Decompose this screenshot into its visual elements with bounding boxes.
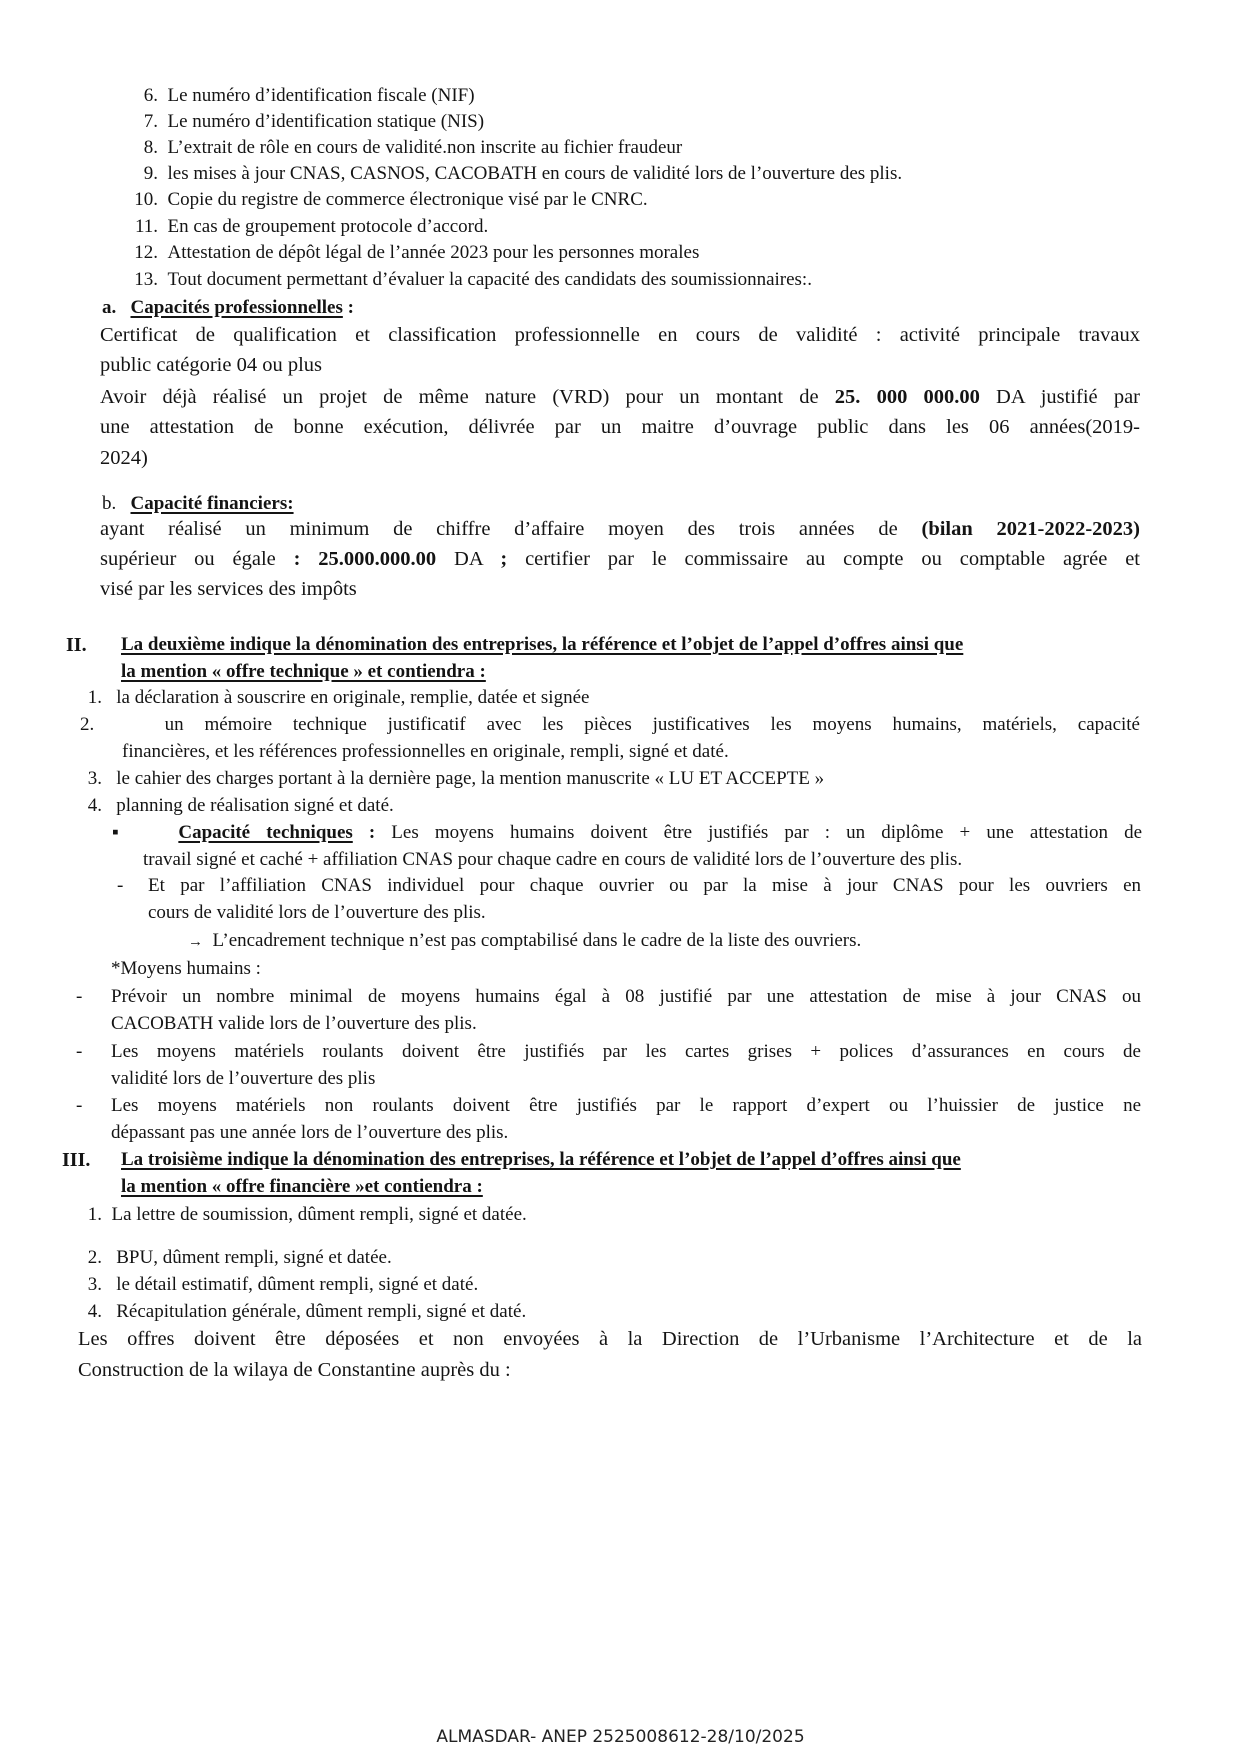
item-text: La lettre de soumission, dûment rempli, signé et datée. <box>111 1204 527 1225</box>
item-text: planning de réalisation signé et daté. <box>116 795 394 816</box>
list-item <box>132 215 488 239</box>
list-item <box>132 268 812 292</box>
section-numeral: III. <box>62 1149 91 1171</box>
paragraph-line: cours de validité lors de l’ouverture des plis. <box>148 902 486 923</box>
list-item <box>132 136 682 160</box>
paragraph-line: public catégorie 04 ou plus <box>100 354 323 376</box>
item-text: le détail estimatif, dûment rempli, signé et daté. <box>116 1274 479 1295</box>
item-number: 9. <box>143 163 158 184</box>
item-number: 13. <box>134 269 158 290</box>
dash-bullet-icon: - <box>117 875 124 896</box>
item-text: Récapitulation générale, dûment rempli, signé et daté. <box>116 1301 527 1322</box>
moyens-humains-label: *Moyens humains : <box>111 958 261 979</box>
text-run: supérieur ou égale <box>100 548 294 570</box>
bilan-years: (bilan 2021-2022-2023) <box>921 518 1140 540</box>
list-item <box>80 1203 527 1227</box>
text-run: Les moyens humains doivent être justifiés par : un diplôme + une attestation de <box>375 822 1142 843</box>
item-number: 7. <box>143 111 158 132</box>
item-number: 6. <box>143 85 158 106</box>
item-number: 11. <box>134 216 158 237</box>
list-item <box>80 1246 392 1270</box>
item-text: En cas de groupement protocole d’accord. <box>167 216 489 237</box>
item-text: un mémoire technique justificatif avec les pièces justificatives les moyens humains, matériels, capacité <box>164 714 1140 735</box>
title-suffix: : <box>352 822 376 843</box>
paragraph-line <box>100 385 1140 409</box>
item-number: 3. <box>87 1274 102 1295</box>
text-run: certifier par le commissaire au compte ou comptable agrée et <box>507 548 1140 570</box>
text-run: Avoir déjà réalisé un projet de même nature (VRD) pour un montant de <box>100 386 835 408</box>
list-item <box>80 686 589 710</box>
title-suffix: : <box>342 297 354 318</box>
item-text: Tout document permettant d’évaluer la capacité des candidats des soumissionnaires:. <box>167 269 812 290</box>
dash-bullet-icon: - <box>76 1041 83 1062</box>
paragraph-line <box>100 517 1140 541</box>
item-text: Copie du registre de commerce électronique visé par le CNRC. <box>167 189 648 210</box>
subsection-title: Capacités professionnelles <box>130 297 343 318</box>
paragraph-line: 2024) <box>100 447 148 469</box>
footer-reference: ALMASDAR- ANEP 2525008612-28/10/2025 <box>436 1727 805 1747</box>
amount-value: : 25.000.000.00 <box>293 548 437 570</box>
item-number: 2. <box>80 714 95 735</box>
item-text: les mises à jour CNAS, CASNOS, CACOBATH en cours de validité lors de l’ouverture des plis. <box>167 163 903 184</box>
item-number: 12. <box>134 242 158 263</box>
list-item <box>132 84 475 108</box>
technical-capacity-title: Capacité techniques <box>178 822 353 843</box>
subsection-letter: a. <box>102 297 117 318</box>
paragraph-line: CACOBATH valide lors de l’ouverture des plis. <box>111 1013 477 1034</box>
list-item <box>132 110 484 134</box>
item-number: 1. <box>87 687 102 708</box>
paragraph-line <box>100 547 1140 571</box>
note-text: L’encadrement technique n’est pas comptabilisé dans le cadre de la liste des ouvriers. <box>212 930 862 951</box>
list-item <box>132 241 699 265</box>
subsection-title: Capacité financiers: <box>130 493 294 514</box>
paragraph-line: validité lors de l’ouverture des plis <box>111 1068 376 1089</box>
item-text: la déclaration à souscrire en originale, remplie, datée et signée <box>116 687 590 708</box>
dash-bullet-icon: - <box>76 1095 83 1116</box>
subsection-heading-professional <box>102 296 354 320</box>
arrow-note <box>188 929 861 954</box>
paragraph-line: Et par l’affiliation CNAS individuel pour chaque ouvrier ou par la mise à jour CNAS pour les ouvriers en <box>148 875 1141 896</box>
paragraph-line: travail signé et caché + affiliation CNAS pour chaque cadre en cours de validité lors de l’ouverture des plis. <box>143 849 963 870</box>
list-item <box>80 794 394 818</box>
section-heading: la mention « offre technique » et contiendra : <box>121 661 486 682</box>
list-item <box>80 767 824 791</box>
right-arrow-icon: → <box>188 934 203 950</box>
item-number: 4. <box>87 1301 102 1322</box>
item-text-continued: financières, et les références professionnelles en originale, rempli, signé et daté. <box>122 741 729 762</box>
item-text: Attestation de dépôt légal de l’année 2023 pour les personnes morales <box>167 242 700 263</box>
paragraph-line: Prévoir un nombre minimal de moyens humains égal à 08 justifié par une attestation de mise à jour CNAS ou <box>111 986 1141 1007</box>
text-run: DA <box>436 548 501 570</box>
text-run: ayant réalisé un minimum de chiffre d’affaire moyen des trois années de <box>100 518 922 540</box>
paragraph-line: visé par les services des impôts <box>100 578 357 600</box>
list-item <box>132 188 648 212</box>
section-heading: La deuxième indique la dénomination des entreprises, la référence et l’objet de l’appel d’offres ainsi que <box>121 634 964 655</box>
list-item <box>132 162 902 186</box>
item-number: 2. <box>87 1247 102 1268</box>
list-item <box>80 1300 526 1324</box>
subsection-heading-financial <box>102 492 294 516</box>
closing-paragraph: Les offres doivent être déposées et non envoyées à la Direction de l’Urbanisme l’Architecture et de la <box>78 1328 1142 1350</box>
item-number: 10. <box>134 189 158 210</box>
item-text: BPU, dûment rempli, signé et datée. <box>116 1247 392 1268</box>
item-text: Le numéro d’identification statique (NIS) <box>167 111 485 132</box>
item-text: le cahier des charges portant à la dernière page, la mention manuscrite « LU ET ACCEPTE » <box>116 768 825 789</box>
section-heading: la mention « offre financière »et contiendra : <box>121 1176 483 1197</box>
dash-bullet-icon: - <box>76 986 83 1007</box>
square-bullet-icon: ▪ <box>112 822 131 843</box>
item-text: Le numéro d’identification fiscale (NIF) <box>167 85 475 106</box>
item-number: 3. <box>87 768 102 789</box>
text-run: ; <box>500 548 508 570</box>
list-item <box>80 713 1140 737</box>
technical-capacity-line <box>112 821 1142 845</box>
paragraph-line: Les moyens matériels roulants doivent être justifiés par les cartes grises + polices d’assurances en cours de <box>111 1041 1141 1062</box>
text-run: DA justifié par <box>979 386 1140 408</box>
subsection-letter: b. <box>102 493 117 514</box>
paragraph-line: une attestation de bonne exécution, délivrée par un maitre d’ouvrage public dans les 06 années(2019- <box>100 416 1140 438</box>
item-number: 8. <box>143 137 158 158</box>
item-number: 4. <box>87 795 102 816</box>
paragraph-line: dépassant pas une année lors de l’ouverture des plis. <box>111 1122 509 1143</box>
list-item <box>80 1273 478 1297</box>
paragraph-line: Certificat de qualification et classification professionnelle en cours de validité : activité principale travaux <box>100 324 1140 346</box>
paragraph-line: Les moyens matériels non roulants doivent être justifiés par le rapport d’expert ou l’huissier de justice ne <box>111 1095 1141 1116</box>
section-heading: La troisième indique la dénomination des entreprises, la référence et l’objet de l’appel d’offres ainsi que <box>121 1149 961 1170</box>
closing-paragraph: Construction de la wilaya de Constantine auprès du : <box>78 1359 511 1381</box>
item-text: L’extrait de rôle en cours de validité.non inscrite au fichier fraudeur <box>167 137 683 158</box>
section-numeral: II. <box>66 634 87 656</box>
item-number: 1. <box>87 1204 102 1225</box>
amount-value: 25. 000 000.00 <box>834 386 980 408</box>
